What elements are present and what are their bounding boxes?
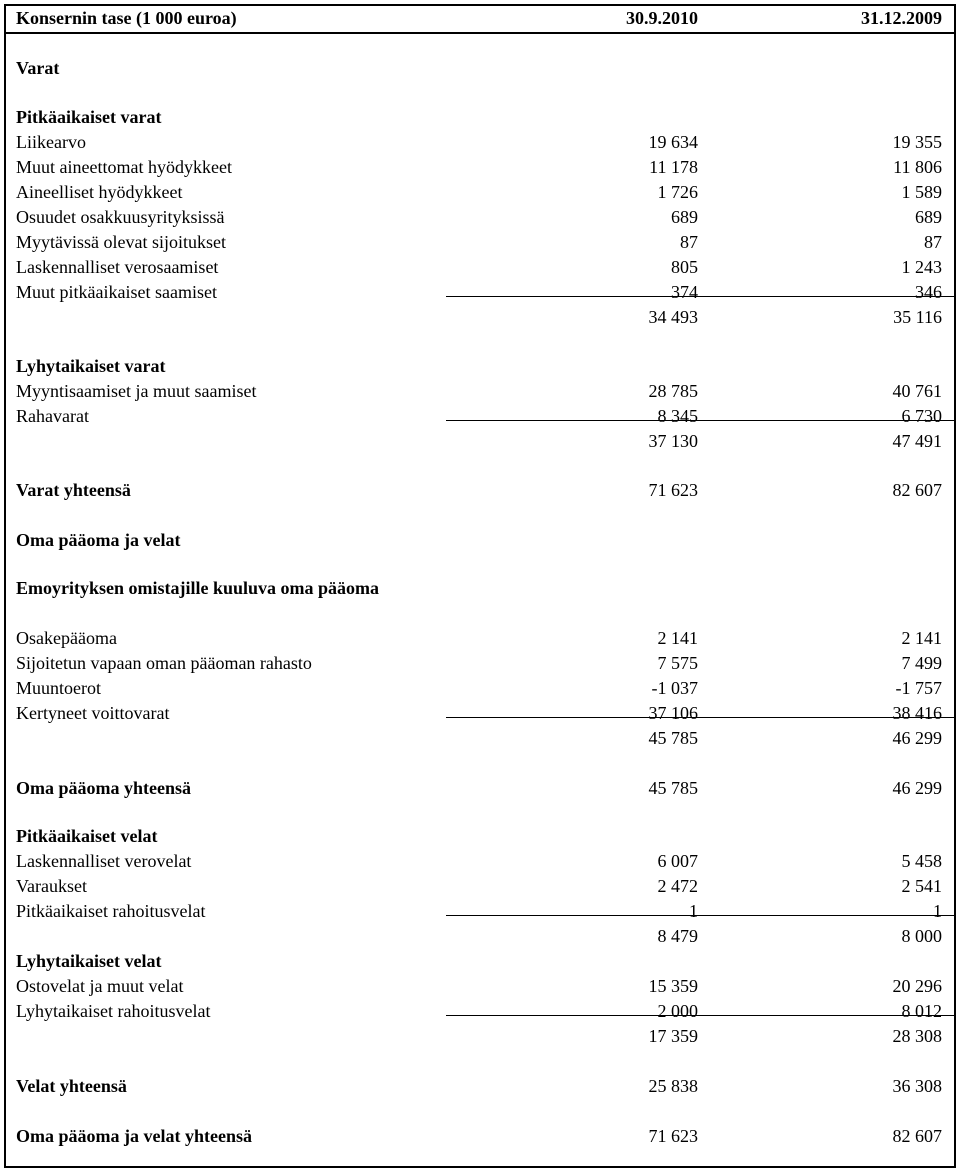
value-2010: 28 785: [648, 381, 698, 401]
value-2009: 1: [933, 901, 942, 921]
row-label: Liikearvo: [16, 132, 86, 152]
value-2009: 47 491: [892, 431, 942, 451]
value-2009: 11 806: [893, 157, 942, 177]
row-label: Pitkäaikaiset rahoitusvelat: [16, 901, 206, 921]
table-row: [6, 776, 954, 800]
value-2010: 1: [689, 901, 698, 921]
value-2010: 71 623: [648, 480, 698, 500]
value-2009: 2 541: [901, 876, 942, 896]
value-2010: 45 785: [648, 728, 698, 748]
table-row: [6, 974, 954, 998]
value-2010: 1 726: [657, 182, 698, 202]
table-row: [6, 354, 954, 378]
table-row: [6, 478, 954, 502]
value-2009: 87: [924, 232, 942, 252]
value-2010: 805: [671, 257, 698, 277]
value-2009: 46 299: [892, 728, 942, 748]
table-row: [6, 999, 954, 1023]
row-label: Varat: [16, 58, 60, 78]
table-title: Konsernin tase (1 000 euroa): [16, 8, 237, 28]
value-2009: 35 116: [893, 307, 942, 327]
table-row: [6, 726, 954, 750]
value-2010: 8 479: [657, 926, 698, 946]
table-row: [6, 205, 954, 229]
column-header-2009: 31.12.2009: [861, 8, 942, 28]
value-2010: 25 838: [648, 1076, 698, 1096]
value-2010: -1 037: [651, 678, 698, 698]
value-2009: 346: [915, 282, 942, 302]
row-label: Varat yhteensä: [16, 480, 131, 500]
value-2009: 7 499: [901, 653, 942, 673]
value-2010: 37 130: [648, 431, 698, 451]
row-label: Oma pääoma ja velat: [16, 530, 181, 550]
table-row: [6, 849, 954, 873]
table-row: [6, 305, 954, 329]
column-header-2010: 30.9.2010: [626, 8, 698, 28]
table-row: [6, 899, 954, 923]
value-2010: 2 472: [657, 876, 698, 896]
value-2010: 45 785: [648, 778, 698, 798]
value-2010: 2 141: [657, 628, 698, 648]
value-2010: 6 007: [657, 851, 698, 871]
value-2010: 7 575: [657, 653, 698, 673]
row-label: Pitkäaikaiset varat: [16, 107, 162, 127]
row-label: Lyhytaikaiset velat: [16, 951, 162, 971]
row-label: Osakepääoma: [16, 628, 117, 648]
value-2009: 82 607: [892, 1126, 942, 1146]
table-row: [6, 874, 954, 898]
table-row: [6, 651, 954, 675]
value-2010: 34 493: [648, 307, 698, 327]
row-label: Varaukset: [16, 876, 87, 896]
value-2009: 689: [915, 207, 942, 227]
row-label: Osuudet osakkuusyrityksissä: [16, 207, 225, 227]
subtotal-rule: [446, 296, 956, 297]
subtotal-rule: [446, 915, 956, 916]
value-2009: 8 012: [901, 1001, 942, 1021]
value-2010: 689: [671, 207, 698, 227]
table-row: [6, 180, 954, 204]
row-label: Ostovelat ja muut velat: [16, 976, 184, 996]
row-label: Oma pääoma yhteensä: [16, 778, 191, 798]
value-2010: 2 000: [657, 1001, 698, 1021]
value-2010: 37 106: [648, 703, 698, 723]
table-row: [6, 404, 954, 428]
table-row: [6, 626, 954, 650]
row-label: Myytävissä olevat sijoitukset: [16, 232, 226, 252]
value-2009: 40 761: [892, 381, 942, 401]
row-label: Sijoitetun vapaan oman pääoman rahasto: [16, 653, 312, 673]
row-label: Myyntisaamiset ja muut saamiset: [16, 381, 257, 401]
value-2009: 46 299: [892, 778, 942, 798]
row-label: Muut pitkäaikaiset saamiset: [16, 282, 217, 302]
value-2009: 82 607: [892, 480, 942, 500]
subtotal-rule: [446, 420, 956, 421]
value-2010: 71 623: [648, 1126, 698, 1146]
value-2009: 20 296: [892, 976, 942, 996]
value-2010: 19 634: [648, 132, 698, 152]
row-label: Aineelliset hyödykkeet: [16, 182, 183, 202]
table-row: [6, 528, 954, 552]
table-row: [6, 155, 954, 179]
row-label: Velat yhteensä: [16, 1076, 127, 1096]
row-label: Kertyneet voittovarat: [16, 703, 170, 723]
table-row: [6, 924, 954, 948]
row-label: Laskennalliset verovelat: [16, 851, 192, 871]
balance-sheet: [4, 4, 956, 1168]
table-row: [6, 576, 954, 624]
row-label: Muut aineettomat hyödykkeet: [16, 157, 232, 177]
table-row: [6, 379, 954, 403]
value-2009: 6 730: [901, 406, 942, 426]
table-row: [6, 676, 954, 700]
value-2009: 19 355: [892, 132, 942, 152]
table-row: [6, 824, 954, 848]
table-row: [6, 280, 954, 304]
table-row: [6, 105, 954, 129]
value-2010: 87: [680, 232, 698, 252]
subtotal-rule: [446, 1015, 956, 1016]
subtotal-rule: [446, 717, 956, 718]
table-row: [6, 429, 954, 453]
value-2009: 2 141: [901, 628, 942, 648]
table-row: [6, 230, 954, 254]
row-label: Lyhytaikaiset rahoitusvelat: [16, 1001, 211, 1021]
value-2009: 5 458: [901, 851, 942, 871]
table-row: [6, 701, 954, 725]
row-label: Oma pääoma ja velat yhteensä: [16, 1126, 252, 1146]
value-2009: 8 000: [901, 926, 942, 946]
value-2009: 1 589: [901, 182, 942, 202]
value-2009: 38 416: [892, 703, 942, 723]
table-row: [6, 1124, 954, 1148]
table-header: [6, 6, 954, 34]
row-label: Laskennalliset verosaamiset: [16, 257, 219, 277]
table-row: [6, 130, 954, 154]
table-row: [6, 255, 954, 279]
table-row: [6, 56, 954, 80]
row-label: Emoyrityksen omistajille kuuluva oma pääoma: [16, 578, 380, 598]
value-2010: 11 178: [649, 157, 698, 177]
table-row: [6, 1074, 954, 1098]
value-2009: -1 757: [895, 678, 942, 698]
table-row: [6, 949, 954, 973]
row-label: Muuntoerot: [16, 678, 101, 698]
row-label: Lyhytaikaiset varat: [16, 356, 166, 376]
value-2010: 15 359: [648, 976, 698, 996]
value-2010: 17 359: [648, 1026, 698, 1046]
value-2009: 28 308: [892, 1026, 942, 1046]
value-2010: 374: [671, 282, 698, 302]
table-row: [6, 1024, 954, 1048]
value-2009: 36 308: [892, 1076, 942, 1096]
row-label: Rahavarat: [16, 406, 89, 426]
value-2009: 1 243: [901, 257, 942, 277]
row-label: Pitkäaikaiset velat: [16, 826, 158, 846]
value-2010: 8 345: [657, 406, 698, 426]
